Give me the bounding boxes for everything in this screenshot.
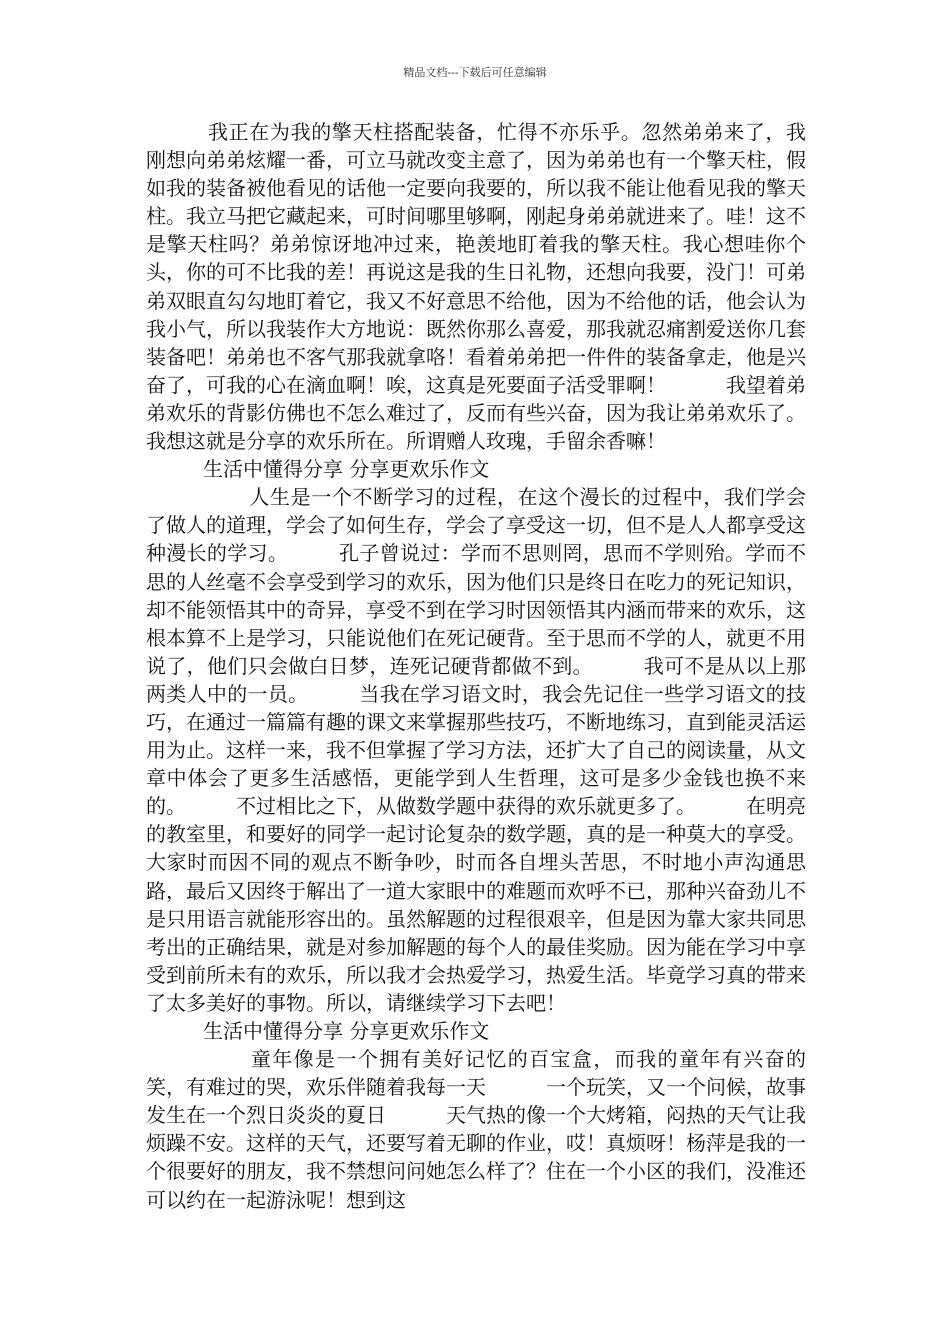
section-heading-2: 生活中懂得分享 分享更欢乐作文 <box>203 1019 490 1043</box>
section-heading-1: 生活中懂得分享 分享更欢乐作文 <box>203 457 490 482</box>
paragraph-3: 童年像是一个拥有美好记忆的百宝盒，而我的童年有兴奋的笑，有难过的哭，欢乐伴随着我每一天 一个玩笑，又一个问候，故事发生在一个烈日炎炎的夏日 天气热的像一个大烤箱，闷热的天气让我烦躁不安。这样的天气，还要写着无聊的作业，哎！真烦呀！杨萍是我的一个很要好的朋友，我不禁想问问她怎么样了？住在一个小区的我们，没准还可以约在一起游泳呢！想到这 <box>146 1047 806 1212</box>
paragraph-1: 我正在为我的擎天柱搭配装备，忙得不亦乐乎。忽然弟弟来了，我刚想向弟弟炫耀一番，可立马就改变主意了，因为弟弟也有一个擎天柱，假如我的装备被他看见的话他一定要向我要的，所以我不能让他看见我的擎天柱。我立马把它藏起来，可时间哪里够啊，刚起身弟弟就进来了。哇！这不是擎天柱吗？弟弟惊讶地冲过来，艳羡地盯着我的擎天柱。我心想哇你个头，你的可不比我的差！再说这是我的生日礼物，还想向我要，没门！可弟弟双眼直勾勾地盯着它，我又不好意思不给他，因为不给他的话，他会认为我小气，所以我装作大方地说：既然你那么喜爱，那我就忍痛割爱送你几套装备吧！弟弟也不客气那我就拿咯！看着弟弟把一件件的装备拿走，他是兴奋了，可我的心在滴血啊！唉，这真是死要面子活受罪啊！ 我望着弟弟欢乐的背影仿佛也不怎么难过了，反而有些兴奋，因为我让弟弟欢乐了。我想这就是分享的欢乐所在。所谓赠人玫瑰，手留余香嘛！ <box>146 120 806 454</box>
paragraph-2: 人生是一个不断学习的过程，在这个漫长的过程中，我们学会了做人的道理，学会了如何生存，学会了享受这一切，但不是人人都享受这种漫长的学习。 孔子曾说过：学而不思则罔，思而不学则殆。学而不思的人丝毫不会享受到学习的欢乐，因为他们只是终日在吃力的死记知识，却不能领悟其中的奇异，享受不到在学习时因领悟其内涵而带来的欢乐，这根本算不上是学习，只能说他们在死记硬背。至于思而不学的人，就更不用说了，他们只会做白日梦，连死记硬背都做不到。 我可不是从以上那两类人中的一员。 当我在学习语文时，我会先记住一些学习语文的技巧，在通过一篇篇有趣的课文来掌握那些技巧，不断地练习，直到能灵活运用为止。这样一来，我不但掌握了学习方法，还扩大了自己的阅读量，从文章中体会了更多生活感悟，更能学到人生哲理，这可是多少金钱也换不来的。 不过相比之下，从做数学题中获得的欢乐就更多了。 在明亮的教室里，和要好的同学一起讨论复杂的数学题，真的是一种莫大的享受。大家时而因不同的观点不断争吵，时而各自埋头苦思，不时地小声沟通思路，最后又因终于解出了一道大家眼中的难题而欢呼不已，那种兴奋劲儿不是只用语言就能形容出的。虽然解题的过程很艰辛，但是因为靠大家共同思考出的正确结果，就是对参加解题的每个人的最佳奖励。因为能在学习中享受到前所未有的欢乐，所以我才会热爱学习，热爱生活。毕竟学习真的带来了太多美好的事物。所以，请继续学习下去吧！ <box>146 485 806 1015</box>
document-body <box>146 118 806 1214</box>
page-header: 精品文档---下载后可任意编辑 <box>403 66 547 79</box>
